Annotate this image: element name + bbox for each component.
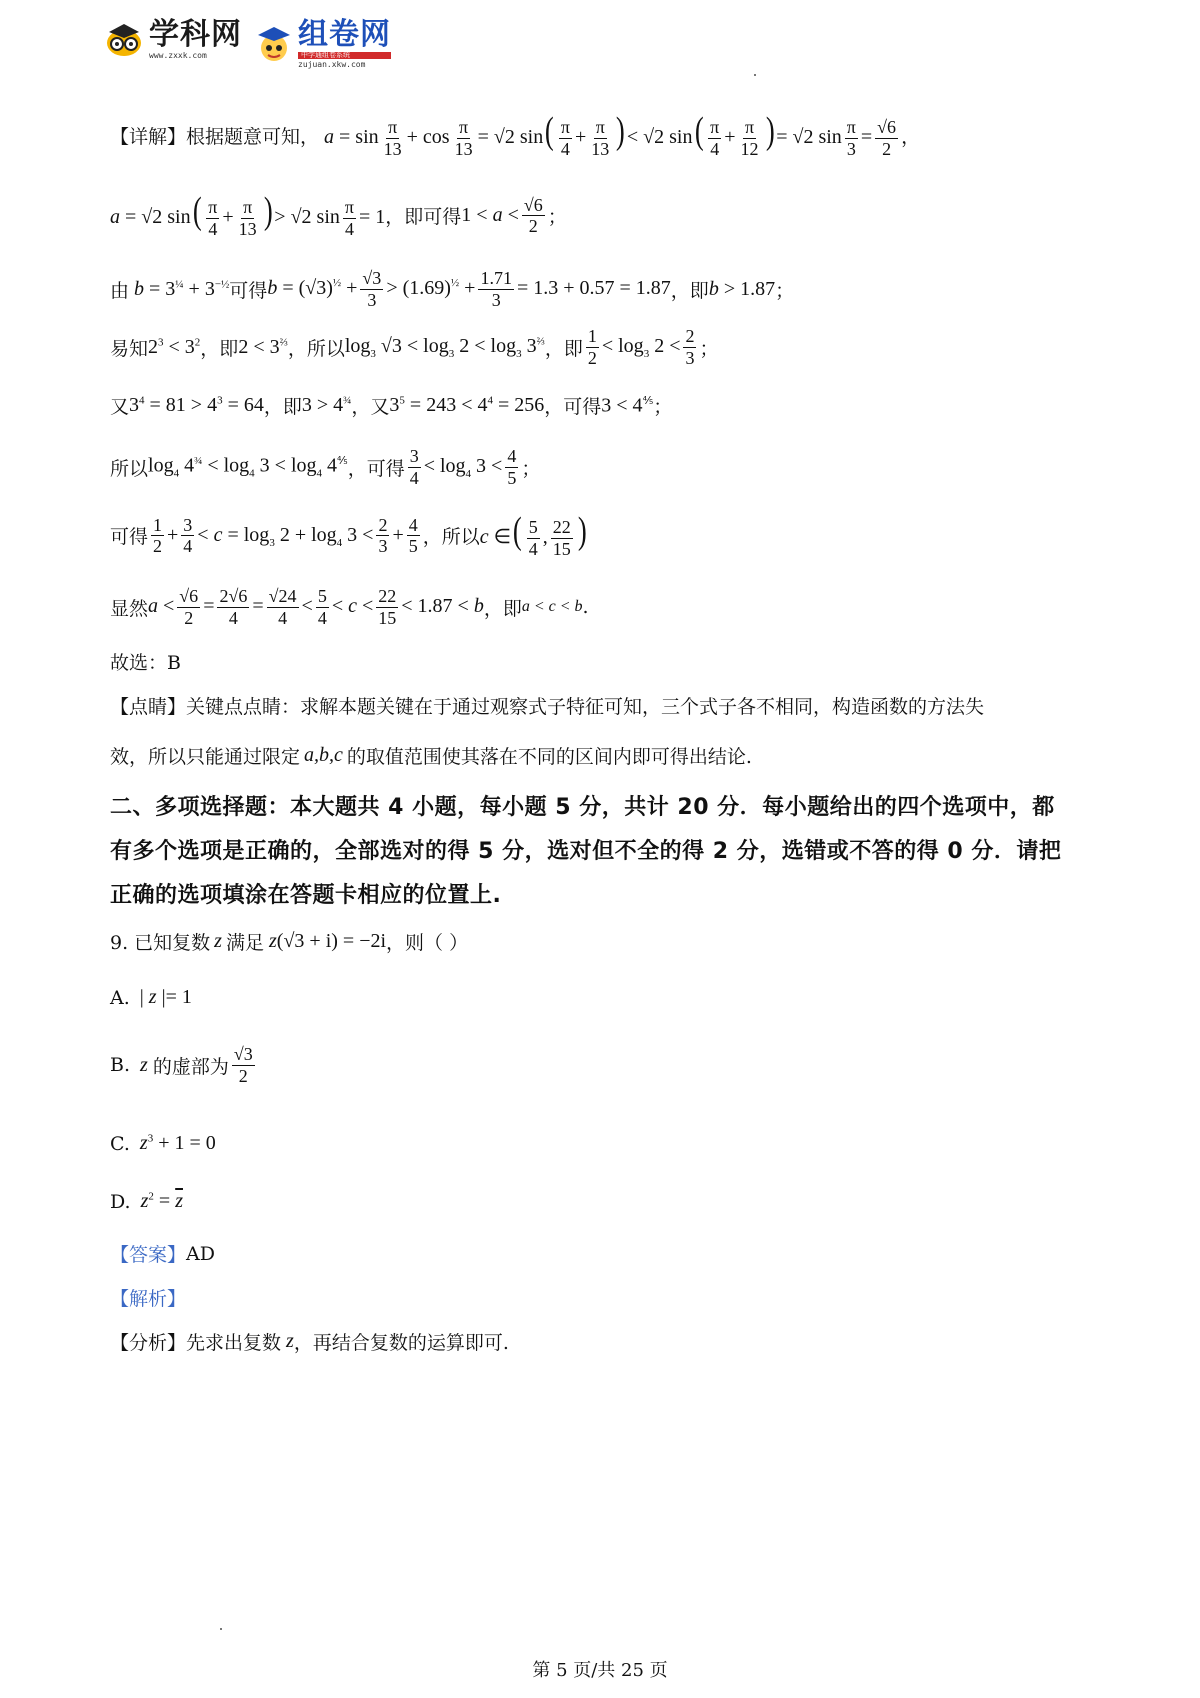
scan-dot-bottom [220, 1628, 222, 1630]
option-d-label: D. [110, 1190, 131, 1213]
scan-dot [754, 74, 756, 76]
detail-line-7 [110, 512, 588, 560]
formula-b-definition: $b = 3^{\frac{1}{4}} + 3^{-\frac{1}{2}}$ [134, 277, 230, 300]
detail-line-1 [110, 112, 920, 160]
formula-log4-3-range: $\frac{3}{4}$ < $\log_4 3$ < $\frac{4}{5}$ [409, 446, 517, 488]
line-7-mid: ，所以 [422, 526, 480, 549]
fenxi-line [110, 1328, 509, 1355]
option-a-label: A. [110, 986, 130, 1009]
comment-l2-b: 的取值范围使其落在不同的区间内即可得出结论. [346, 746, 752, 768]
formula-3pow5-lt-4pow4: $3^5 = 243 < 4^4 = 256$ [389, 394, 545, 416]
detail-line-5 [110, 392, 672, 419]
line-4-pre: 易知 [110, 337, 149, 360]
logo1-url: www.zxxk.com [149, 51, 207, 60]
formula-c-interval: c ∈( $\frac{5}{4}$ , $\frac{22}{15}$ ) [479, 510, 587, 559]
comment-line-2 [110, 742, 752, 769]
answer-line [110, 1240, 215, 1267]
formula-log3-2-range: $\frac{1}{2}$ < $\log_3 2$ < $\frac{2}{3}$ [587, 326, 695, 368]
formula-3-lt-4-power: $3 < 4^{\frac{4}{5}}$ [601, 394, 654, 417]
formula-a-definition: a = sin $\frac{\pi}{13}$ + cos $\frac{\pi}{13}$ = √2 sin( $\frac{\pi}{4}$ + $\frac{\pi}{13}$ )< √2 sin( $\frac{\pi}{4}$ + $\frac{\pi}{12}$ )= √2 sin $\frac{\pi}{3}$ = $\frac{√6}{2}$ [324, 110, 897, 159]
option-c-label: C. [110, 1132, 130, 1155]
student-mascot-icon [256, 26, 292, 64]
comment-line-1: 【点睛】关键点点睛：求解本题关键在于通过观察式子特征可知，三个式子各不相同，构造函数的方法失 [110, 696, 985, 718]
line-3-pre: 由 [110, 279, 130, 302]
question-9-stem [110, 928, 468, 955]
line-5-pre: 又 [110, 396, 130, 418]
detail-line-8 [110, 586, 589, 628]
detail-line-6 [110, 446, 540, 488]
q9-equation: z(√3 + i) = −2i [268, 930, 387, 952]
comment-vars: a,b,c [304, 744, 343, 766]
formula-b-bound: b > 1.87 [708, 277, 776, 300]
detail-label: 【详解】根据题意可知， [110, 126, 320, 149]
option-b-text: 的虚部为 [152, 1055, 229, 1078]
line-3-mid: 可得 [229, 279, 268, 302]
section2-line-2: 有多个选项是正确的，全部选对的得 5 分，选对但不全的得 2 分，选错或不答的得 0 分．请把 [110, 839, 1062, 864]
page-number: 第 5 页/共 25 页 [532, 1660, 668, 1681]
line-5-end: ； [653, 396, 673, 418]
formula-log4-chain: $\log_4 4^{\frac{3}{4}} < \log_4 3 < \log_4 4^{\frac{4}{5}}$ [148, 455, 348, 481]
option-b-var: z [130, 1053, 153, 1076]
formula-3-gt-4-power: $3 > 4^{\frac{3}{4}}$ [301, 394, 352, 416]
line-3-tail: ，即 [670, 279, 709, 302]
fenxi-label: 【分析】 [110, 1332, 187, 1354]
option-d-formula: $z^2 = \overline{z}$ [140, 1190, 183, 1212]
formula-c-bound: $\frac{1}{2}$ + $\frac{3}{4}$ < $c = \log_3 2 + \log_4 3$ < $\frac{2}{3}$ + $\frac{4}{5}$ [153, 514, 418, 557]
detail-line-2 [110, 192, 567, 240]
option-a-formula: | z |= 1 [129, 986, 192, 1008]
line-5-mid3: ，可得 [544, 396, 602, 418]
owl-mascot-icon [105, 22, 143, 58]
formula-final-chain: a < $\frac{√6}{2}$ = $\frac{2√6}{4}$ = $\frac{√24}{4}$ < $\frac{5}{4}$ < c < $\frac{22}{15}$ < 1.87 < b [148, 586, 484, 628]
q9-tail: ，则（ ） [386, 932, 469, 954]
fenxi-tail: ，再结合复数的运算即可. [293, 1332, 509, 1354]
answer-value: AD [186, 1242, 215, 1265]
line-8-end: . [582, 596, 589, 619]
line-4-end: ； [699, 337, 719, 360]
option-c[interactable] [110, 1132, 216, 1155]
option-b-formula: $\frac{√3}{2}$ [233, 1044, 253, 1086]
comment-l2-a: 效，所以只能通过限定 [110, 746, 301, 768]
logo2-url: zujuan.xkw.com [298, 60, 366, 69]
q9-pre: 9. 已知复数 [110, 932, 211, 954]
formula-log3-chain: $\log_3 √3 < \log_3 2 < \log_3 3^{\frac{2}{3}}$ [344, 334, 545, 360]
detail-line-3 [110, 268, 794, 310]
option-a[interactable] [110, 986, 192, 1009]
formula-order-result: a < c < b [521, 598, 583, 616]
detail-line-2-tail: ； [547, 206, 567, 229]
formula-2-lt-3-power: $2 < 3^{\frac{2}{3}}$ [238, 335, 288, 358]
formula-a-range: 1 < a < $\frac{√6}{2}$ [461, 194, 543, 237]
logo2-badge: 中学通组卷系统 [298, 52, 391, 59]
line-8-pre: 显然 [110, 597, 149, 620]
formula-b-estimate: $b = (√3)^{\frac{1}{2}}$ + $\frac{√3}{3}$ > $(1.69)^{\frac{1}{2}}$ + $\frac{1.71}{3}$ = 1.3 + 0.57 = 1.87 [267, 268, 671, 310]
detail-line-2-mid: ，即可得 [385, 206, 462, 229]
line-7-pre: 可得 [110, 526, 149, 549]
option-b-label: B. [110, 1054, 131, 1077]
formula-a-lower-bound: a = √2 sin( $\frac{\pi}{4}$ + $\frac{\pi}{13}$ )> √2 sin $\frac{\pi}{4}$ = 1 [110, 190, 386, 239]
option-d[interactable] [110, 1190, 183, 1213]
zujuan-logo[interactable] [256, 17, 391, 69]
line-6-pre: 所以 [110, 457, 149, 480]
option-b[interactable] [110, 1044, 258, 1086]
line-4-mid1: ，即 [200, 337, 239, 360]
zxxk-logo[interactable] [105, 17, 242, 60]
fenxi-text: 先求出复数 [186, 1332, 282, 1354]
logo1-name: 学科网 [149, 17, 242, 52]
option-c-formula: $z^3 + 1 = 0$ [139, 1132, 216, 1154]
choice-line: 故选：B [110, 652, 181, 674]
section2-line-1: 二、多项选择题：本大题共 4 小题，每小题 5 分，共计 20 分．每小题给出的四个选项中，都 [110, 795, 1055, 820]
detail-line-1-tail: ， [901, 126, 921, 149]
line-6-end: ； [521, 457, 541, 480]
line-5-mid2: ，又 [351, 396, 390, 418]
line-4-mid2: ，所以 [287, 337, 345, 360]
line-3-end: ； [775, 279, 795, 302]
q9-mid: 满足 [225, 932, 264, 954]
fenxi-var: z [281, 1330, 294, 1352]
formula-3pow4-gt-4pow3: $3^4 = 81 > 4^3 = 64$ [129, 394, 264, 416]
line-5-mid1: ，即 [263, 396, 302, 418]
line-8-mid: ，即 [483, 597, 522, 620]
answer-label: 【答案】 [110, 1244, 187, 1266]
section2-line-3: 正确的选项填涂在答题卡相应的位置上. [110, 883, 502, 908]
line-4-mid3: ，即 [544, 337, 583, 360]
analysis-label: 【解析】 [110, 1288, 187, 1310]
formula-2cube-lt-3square: $2^3 < 3^2$ [148, 335, 201, 358]
logo2-name: 组卷网 [298, 17, 391, 52]
q9-var: z [214, 930, 222, 952]
line-6-mid: ，可得 [347, 457, 405, 480]
detail-line-4 [110, 326, 718, 368]
